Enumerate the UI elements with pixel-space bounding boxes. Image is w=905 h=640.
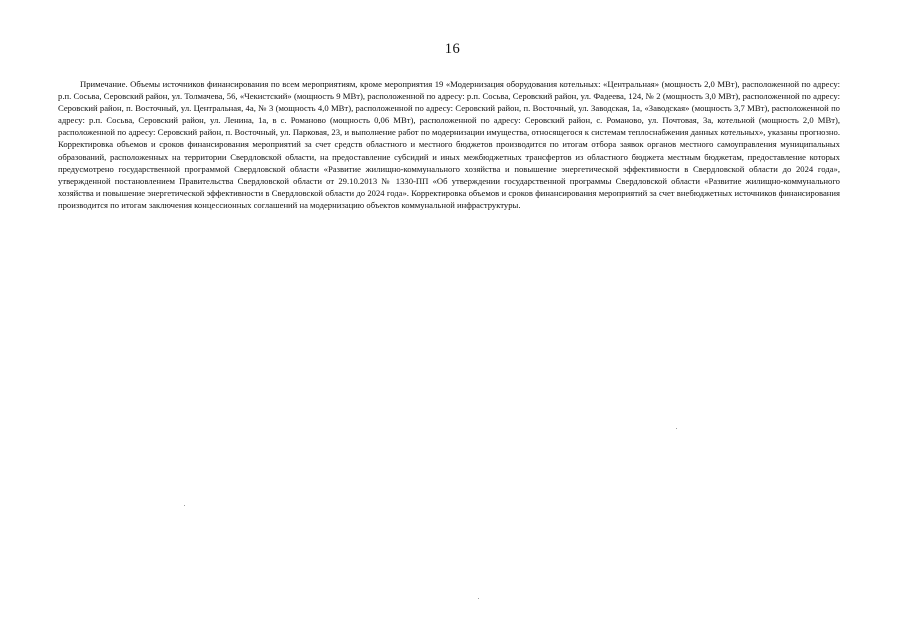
note-paragraph: Примечание. Объемы источников финансирования по всем мероприятиям, кроме мероприятия 19 «Модернизация оборудования котельных: «Центральная» (мощность 2,0 МВт), расположенной по адресу: р.п. Сосьва, Серовский район, ул. Толмачева, 56, «Чекистский» (мощность 9 МВт), расположенной по адресу: р.п. Сосьва, Серовский район, ул. Фадеева, 124, № 2 (мощность 3,0 МВт), расположенной по адресу: Серовский район, п. Восточный, ул. Центральная, 4а, № 3 (мощность 4,0 МВт), расположенной по адресу: Серовский район, п. Восточный, ул. Заводская, 1а, «Заводская» (мощность 3,7 МВт), расположенной по адресу: р.п. Сосьва, Серовский район, ул. Ленина, 1а, в с. Романово (мощность 0,06 МВт), расположенной по адресу: Серовский район, с. Романово, ул. Почтовая, 3а, котельной (мощность 2,0 МВт), расположенной по адресу: Серовский район, п. Восточный, ул. Парковая, 23, и выполнение работ по модернизации имущества, относящегося к системам теплоснабжения данных котельных», указаны прогнозно. Корректировка объемов и сроков финансирования мероприятий за счет средств областного и местного бюджетов производится по итогам отбора заявок органов местного самоуправления муниципальных образований, расположенных на территории Свердловской области, на предоставление субсидий и иных межбюджетных трансфертов из областного бюджета местным бюджетам, предоставление которых предусмотрено государственной программой Свердловской области «Развитие жилищно-коммунального хозяйства и повышение энергетической эффективности в Свердловской области до 2024 года», утвержденной постановлением Правительства Свердловской области от 29.10.2013 № 1330-ПП «Об утверждении государственной программы Свердловской области «Развитие жилищно-коммунального хозяйства и повышение энергетической эффективности в Свердловской области до 2024 года». Корректировка объемов и сроков финансирования мероприятий за счет внебюджетных источников финансирования производится по итогам заключения концессионных соглашений на модернизацию объектов коммунальной инфраструктуры. — [58, 79, 840, 210]
scan-speck — [676, 428, 677, 429]
scan-speck — [184, 505, 185, 506]
scan-speck — [478, 598, 479, 599]
page-number: 16 — [444, 41, 461, 57]
